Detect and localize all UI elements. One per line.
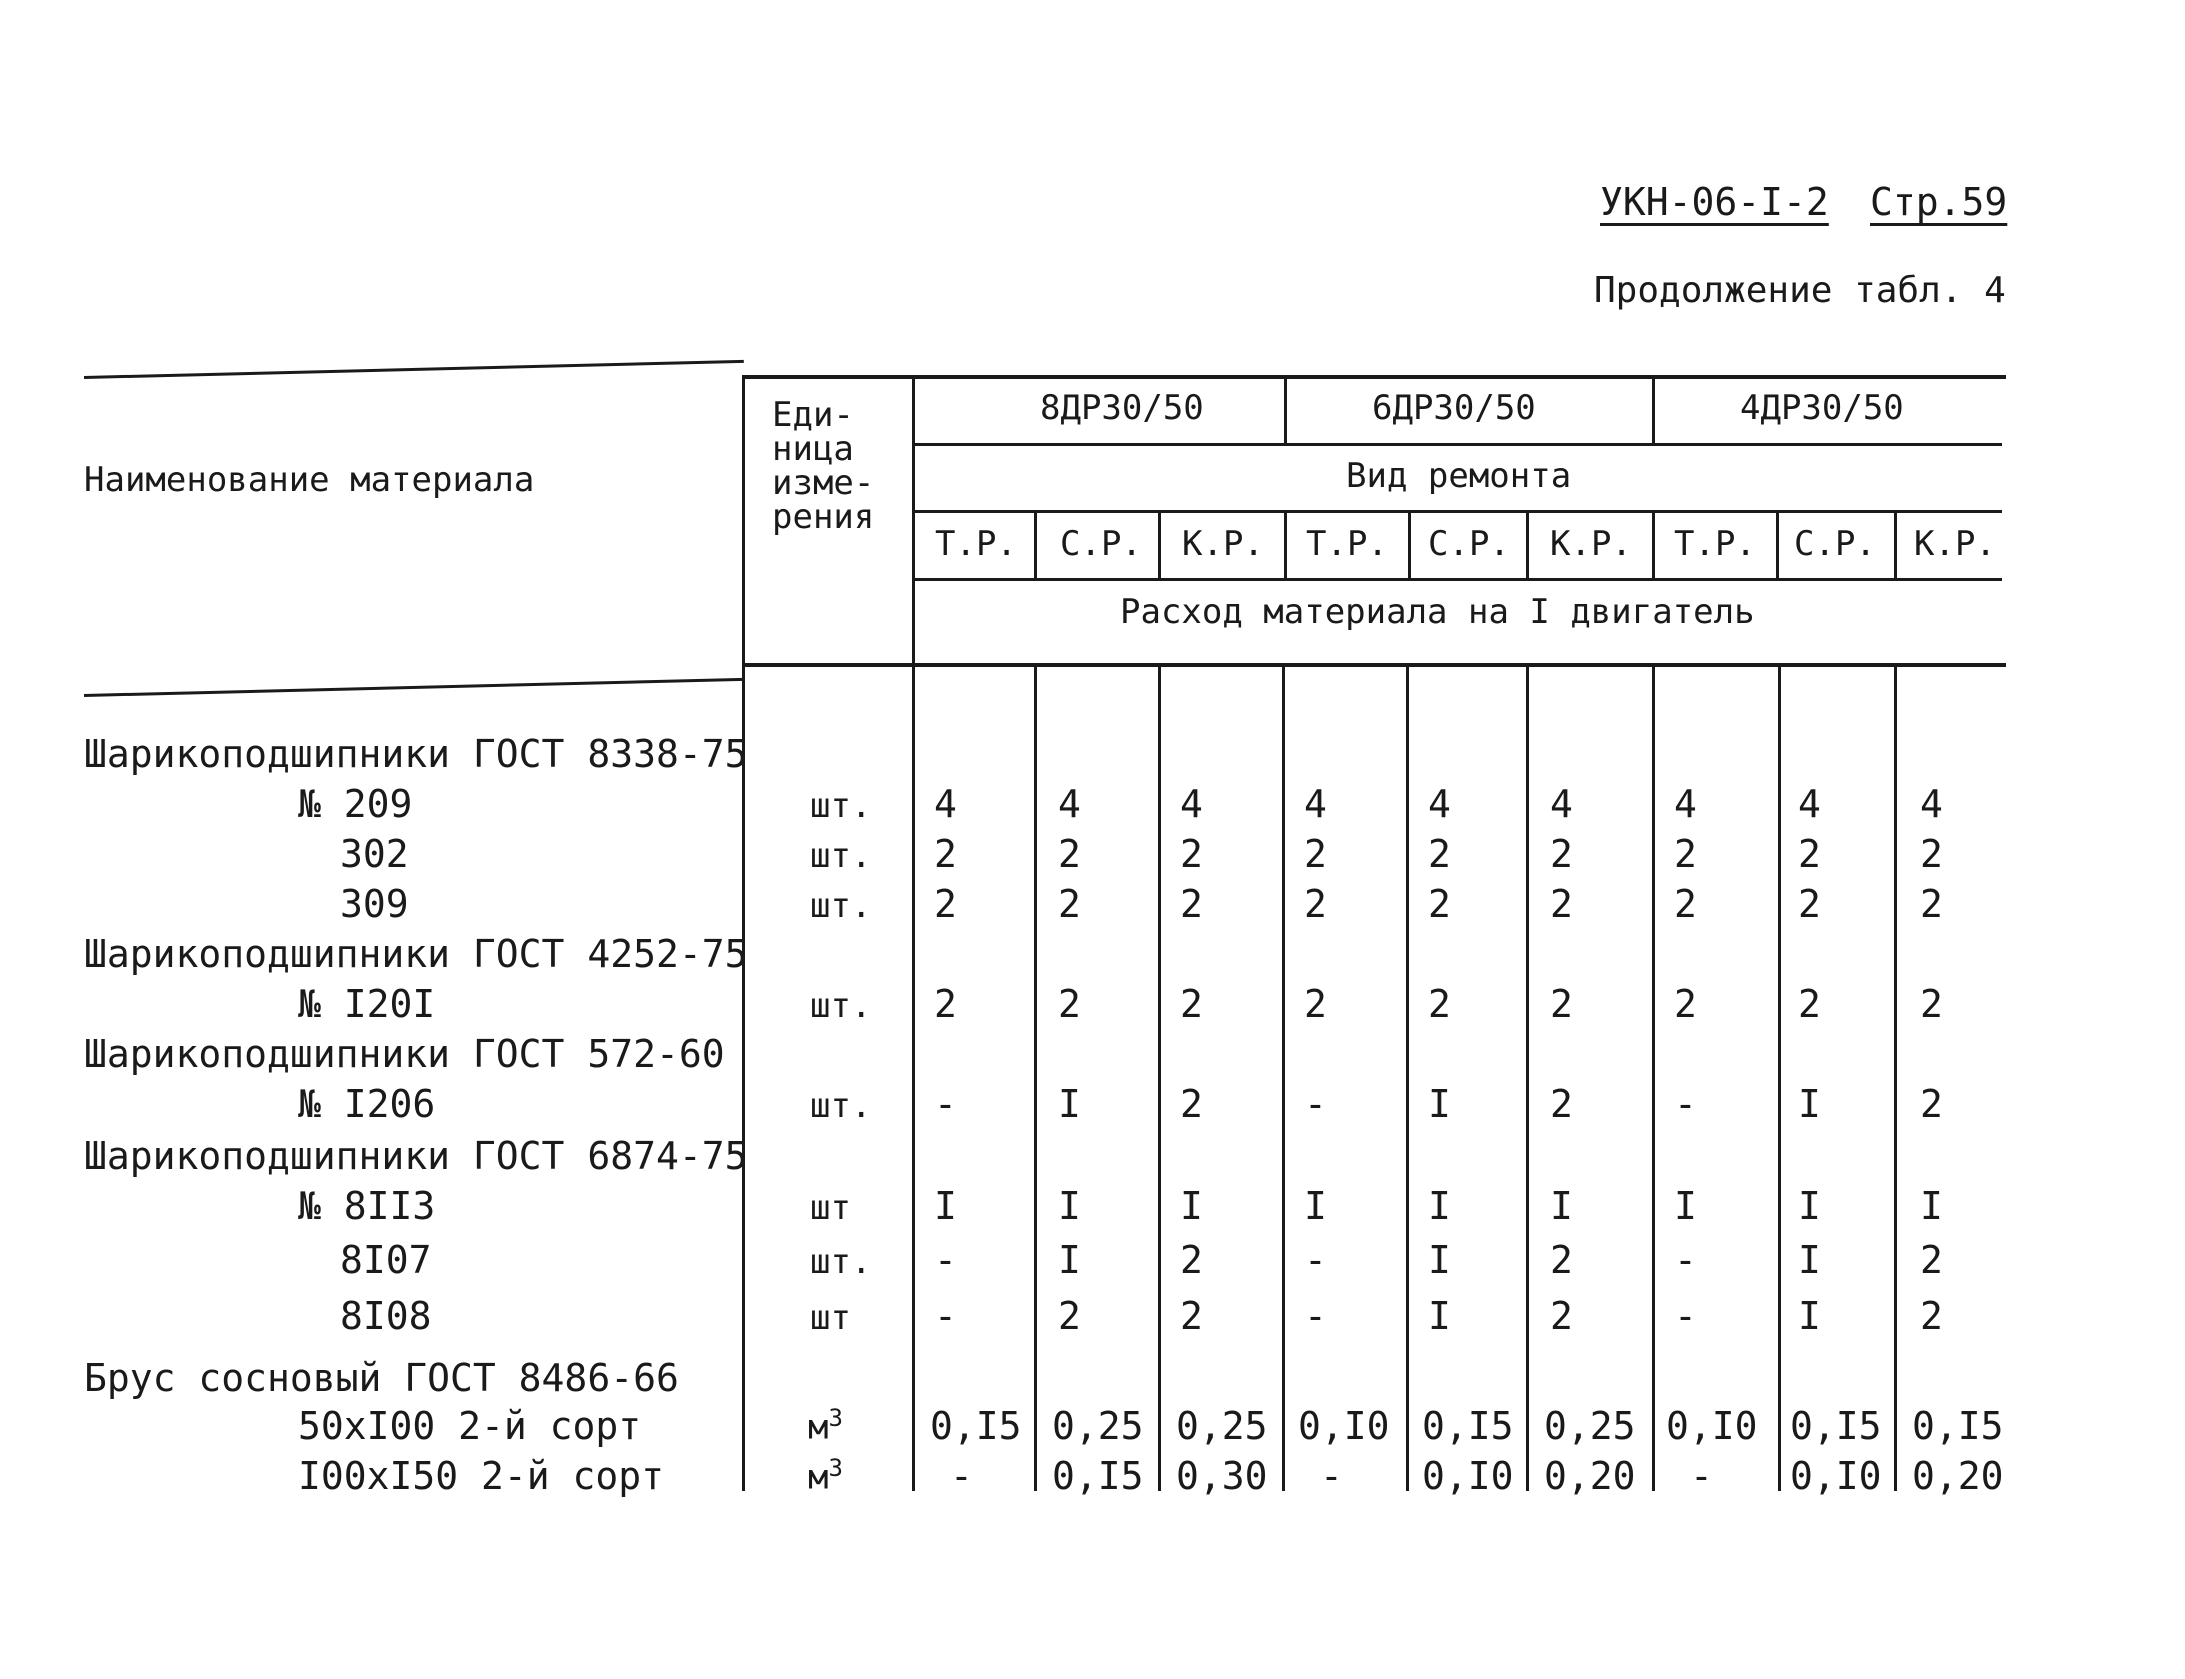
value-cell: - bbox=[934, 1082, 957, 1126]
value-cell: I bbox=[1798, 1294, 1821, 1338]
group-title: Шарикоподшипники ГОСТ 6874-75 bbox=[84, 1134, 748, 1178]
table-continuation-note: Продолжение табл. 4 bbox=[1594, 270, 2006, 311]
value-cell: - bbox=[1304, 1294, 1327, 1338]
value-cell: 2 bbox=[1304, 982, 1327, 1026]
value-cell: I bbox=[1058, 1184, 1081, 1228]
item-unit: шт bbox=[810, 1298, 851, 1338]
col-rule-rt-5 bbox=[1526, 512, 1529, 580]
value-cell: - bbox=[1690, 1454, 1713, 1498]
item-name: 50xI00 2-й сорт bbox=[298, 1404, 642, 1448]
item-name: 302 bbox=[340, 832, 409, 876]
value-cell: - bbox=[1674, 1294, 1697, 1338]
value-cell: I bbox=[1180, 1184, 1203, 1228]
value-cell: 0,I5 bbox=[1912, 1404, 2004, 1448]
value-cell: - bbox=[934, 1294, 957, 1338]
value-cell: 2 bbox=[1798, 882, 1821, 926]
value-cell: - bbox=[950, 1454, 973, 1498]
value-cell: 2 bbox=[1550, 1082, 1573, 1126]
repair-type-header: Вид ремонта bbox=[1346, 456, 1572, 496]
value-cell: - bbox=[934, 1238, 957, 1282]
item-unit: шт. bbox=[810, 1242, 872, 1282]
value-cell: 2 bbox=[934, 882, 957, 926]
value-cell: 2 bbox=[1304, 832, 1327, 876]
item-name: 309 bbox=[340, 882, 409, 926]
item-name: № 8II3 bbox=[298, 1184, 436, 1228]
col-rule-rt-2 bbox=[1158, 512, 1161, 580]
engine-header-rule bbox=[912, 443, 2002, 446]
col-rule-rt-1 bbox=[1034, 512, 1037, 580]
value-cell: 0,I0 bbox=[1666, 1404, 1758, 1448]
value-cell: 2 bbox=[1550, 1238, 1573, 1282]
repair-type-sr-1: С.Р. bbox=[1060, 524, 1142, 564]
value-cell: 2 bbox=[1428, 832, 1451, 876]
value-cell: 0,I5 bbox=[930, 1404, 1022, 1448]
table-row bbox=[0, 1404, 2185, 1450]
value-cell: 4 bbox=[1550, 782, 1573, 826]
value-cell: 0,I0 bbox=[1298, 1404, 1390, 1448]
value-cell: - bbox=[1304, 1238, 1327, 1282]
item-unit: шт. bbox=[810, 836, 872, 876]
repair-type-kr-1: К.Р. bbox=[1182, 524, 1264, 564]
col-rule-rt-8 bbox=[1894, 512, 1897, 580]
value-cell: 0,25 bbox=[1176, 1404, 1268, 1448]
table-row bbox=[0, 1454, 2185, 1500]
item-unit: шт. bbox=[810, 886, 872, 926]
page-number: Стр.59 bbox=[1870, 180, 2008, 224]
value-cell: 4 bbox=[1920, 782, 1943, 826]
item-name: I00xI50 2-й сорт bbox=[298, 1454, 665, 1498]
value-cell: 0,20 bbox=[1544, 1454, 1636, 1498]
value-cell: 2 bbox=[934, 832, 957, 876]
table-row bbox=[0, 782, 2185, 828]
value-cell: I bbox=[1428, 1294, 1451, 1338]
col-rule-rt-7 bbox=[1776, 512, 1779, 580]
value-cell: 0,I5 bbox=[1422, 1404, 1514, 1448]
value-cell: 0,I5 bbox=[1790, 1404, 1882, 1448]
value-cell: 2 bbox=[1180, 1238, 1203, 1282]
table-top-rule bbox=[742, 375, 2006, 379]
value-cell: 2 bbox=[1920, 882, 1943, 926]
table-row bbox=[0, 1238, 2185, 1284]
value-cell: 0,25 bbox=[1544, 1404, 1636, 1448]
col-rule-rt-3 bbox=[1284, 512, 1287, 580]
header-bottom-rule bbox=[742, 663, 2006, 667]
value-cell: - bbox=[1304, 1082, 1327, 1126]
item-unit: шт. bbox=[810, 986, 872, 1026]
item-name: № 209 bbox=[298, 782, 413, 826]
table-row bbox=[0, 1082, 2185, 1128]
value-cell: 2 bbox=[1428, 982, 1451, 1026]
value-cell: I bbox=[1304, 1184, 1327, 1228]
value-cell: 0,I0 bbox=[1422, 1454, 1514, 1498]
value-cell: I bbox=[1798, 1082, 1821, 1126]
value-cell: 0,25 bbox=[1052, 1404, 1144, 1448]
value-cell: I bbox=[1550, 1184, 1573, 1228]
value-cell: 2 bbox=[1920, 1294, 1943, 1338]
value-cell: 2 bbox=[1920, 1082, 1943, 1126]
table-row bbox=[0, 1294, 2185, 1340]
value-cell: I bbox=[1798, 1184, 1821, 1228]
value-cell: 2 bbox=[1550, 1294, 1573, 1338]
repair-header-rule bbox=[912, 510, 2002, 513]
item-unit: $м^3$ bbox=[808, 1404, 843, 1448]
item-name: № I20I bbox=[298, 982, 436, 1026]
value-cell: 2 bbox=[1550, 982, 1573, 1026]
repair-type-sr-2: С.Р. bbox=[1428, 524, 1510, 564]
value-cell: I bbox=[1798, 1238, 1821, 1282]
value-cell: 4 bbox=[1428, 782, 1451, 826]
header-bottom-rule-left bbox=[84, 678, 744, 697]
value-cell: 2 bbox=[1180, 1082, 1203, 1126]
value-cell: - bbox=[1674, 1082, 1697, 1126]
engine-header-6dr: 6ДР30/50 bbox=[1372, 388, 1536, 428]
value-cell: 2 bbox=[1180, 1294, 1203, 1338]
item-name: 8I07 bbox=[340, 1238, 432, 1282]
item-unit: шт bbox=[810, 1188, 851, 1228]
table-row bbox=[0, 882, 2185, 928]
value-cell: I bbox=[1058, 1238, 1081, 1282]
doc-code: УКН-06-I-2 bbox=[1600, 180, 1829, 224]
value-cell: I bbox=[1920, 1184, 1943, 1228]
repair-types-rule bbox=[912, 578, 2002, 581]
engine-header-4dr: 4ДР30/50 bbox=[1740, 388, 1904, 428]
material-name-header: Наименование материала bbox=[84, 460, 535, 500]
value-cell: 4 bbox=[1798, 782, 1821, 826]
value-cell: 4 bbox=[1180, 782, 1203, 826]
value-cell: I bbox=[1428, 1184, 1451, 1228]
col-rule-rt-4 bbox=[1408, 512, 1411, 580]
value-cell: I bbox=[1428, 1082, 1451, 1126]
value-cell: 0,20 bbox=[1912, 1454, 2004, 1498]
value-cell: 2 bbox=[1920, 1238, 1943, 1282]
value-cell: 2 bbox=[1058, 832, 1081, 876]
repair-type-tr-1: Т.Р. bbox=[935, 524, 1017, 564]
group-title: Брус сосновый ГОСТ 8486-66 bbox=[84, 1356, 679, 1400]
value-cell: 2 bbox=[1550, 832, 1573, 876]
group-title: Шарикоподшипники ГОСТ 4252-75 bbox=[84, 932, 748, 976]
value-cell: I bbox=[1058, 1082, 1081, 1126]
value-cell: I bbox=[1428, 1238, 1451, 1282]
table-row bbox=[0, 1184, 2185, 1230]
value-cell: 2 bbox=[1674, 882, 1697, 926]
value-cell: 0,30 bbox=[1176, 1454, 1268, 1498]
consumption-header: Расход материала на I двигатель bbox=[1120, 592, 1755, 632]
value-cell: 2 bbox=[1920, 832, 1943, 876]
value-cell: 2 bbox=[1798, 982, 1821, 1026]
value-cell: 2 bbox=[1674, 982, 1697, 1026]
value-cell: 4 bbox=[934, 782, 957, 826]
item-unit: $м^3$ bbox=[808, 1454, 843, 1498]
value-cell: - bbox=[1320, 1454, 1343, 1498]
value-cell: I bbox=[1674, 1184, 1697, 1228]
group-title: Шарикоподшипники ГОСТ 572-60 bbox=[84, 1032, 725, 1076]
value-cell: 2 bbox=[1550, 882, 1573, 926]
value-cell: 2 bbox=[934, 982, 957, 1026]
value-cell: 0,I0 bbox=[1790, 1454, 1882, 1498]
value-cell: - bbox=[1674, 1238, 1697, 1282]
item-name: № I206 bbox=[298, 1082, 436, 1126]
value-cell: 4 bbox=[1058, 782, 1081, 826]
engine-header-8dr: 8ДР30/50 bbox=[1040, 388, 1204, 428]
repair-type-kr-2: К.Р. bbox=[1550, 524, 1632, 564]
value-cell: 0,I5 bbox=[1052, 1454, 1144, 1498]
repair-type-tr-2: Т.Р. bbox=[1306, 524, 1388, 564]
value-cell: 2 bbox=[1180, 982, 1203, 1026]
repair-type-kr-3: К.Р. bbox=[1914, 524, 1996, 564]
item-unit: шт. bbox=[810, 786, 872, 826]
value-cell: 2 bbox=[1058, 982, 1081, 1026]
value-cell: 2 bbox=[1798, 832, 1821, 876]
value-cell: 2 bbox=[1428, 882, 1451, 926]
value-cell: 2 bbox=[1304, 882, 1327, 926]
value-cell: 4 bbox=[1304, 782, 1327, 826]
value-cell: 2 bbox=[1920, 982, 1943, 1026]
col-rule-engine-1 bbox=[1284, 376, 1287, 444]
table-row bbox=[0, 982, 2185, 1028]
value-cell: 2 bbox=[1180, 882, 1203, 926]
item-name: 8I08 bbox=[340, 1294, 432, 1338]
value-cell: 2 bbox=[1058, 1294, 1081, 1338]
item-unit: шт. bbox=[810, 1086, 872, 1126]
unit-header: Еди- ница изме- рения bbox=[772, 395, 875, 537]
value-cell: 2 bbox=[1058, 882, 1081, 926]
value-cell: 2 bbox=[1674, 832, 1697, 876]
group-title: Шарикоподшипники ГОСТ 8338-75 bbox=[84, 732, 748, 776]
value-cell: 2 bbox=[1180, 832, 1203, 876]
value-cell: 4 bbox=[1674, 782, 1697, 826]
col-rule-engine-2 bbox=[1652, 376, 1655, 444]
repair-type-sr-3: С.Р. bbox=[1794, 524, 1876, 564]
value-cell: I bbox=[934, 1184, 957, 1228]
col-rule-rt-6 bbox=[1652, 512, 1655, 580]
table-row bbox=[0, 832, 2185, 878]
table-top-rule-left bbox=[84, 360, 744, 379]
repair-type-tr-3: Т.Р. bbox=[1674, 524, 1756, 564]
